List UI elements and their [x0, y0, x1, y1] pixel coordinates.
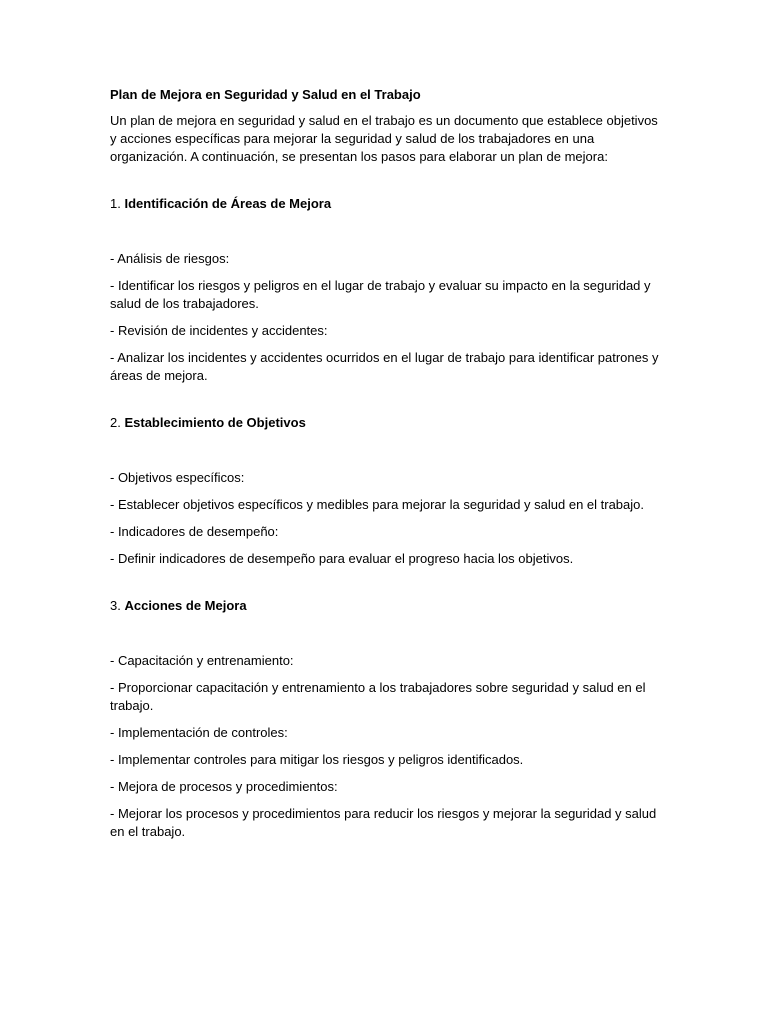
section-2	[110, 414, 662, 568]
list-item: - Mejorar los procesos y procedimientos para reducir los riesgos y mejorar la seguridad y salud en el trabajo.	[110, 806, 657, 839]
section-3	[110, 597, 662, 841]
document-page	[110, 86, 662, 850]
section-heading	[110, 597, 662, 615]
list-item: - Mejora de procesos y procedimientos:	[110, 779, 338, 794]
list-item: - Análisis de riesgos:	[110, 251, 230, 266]
list-item: - Capacitación y entrenamiento:	[110, 653, 294, 668]
list-item: - Objetivos específicos:	[110, 470, 245, 485]
list-item: - Revisión de incidentes y accidentes:	[110, 323, 328, 338]
list-item: - Implementar controles para mitigar los riesgos y peligros identificados.	[110, 752, 524, 767]
section-number: 2.	[110, 415, 121, 430]
list-item: - Proporcionar capacitación y entrenamiento a los trabajadores sobre seguridad y salud en el trabajo.	[110, 680, 646, 713]
intro-paragraph: Un plan de mejora en seguridad y salud en el trabajo es un documento que establece objetivos y acciones específicas para mejorar la seguridad y salud de los trabajadores en una organización. A continuación, se presentan los pasos para elaborar un plan de mejora:	[110, 113, 658, 164]
section-title: Acciones de Mejora	[124, 598, 247, 613]
section-heading	[110, 414, 662, 432]
list-item: - Identificar los riesgos y peligros en el lugar de trabajo y evaluar su impacto en la seguridad y salud de los trabajadores.	[110, 278, 651, 311]
list-item: - Implementación de controles:	[110, 725, 288, 740]
section-title: Identificación de Áreas de Mejora	[124, 196, 332, 211]
list-item: - Indicadores de desempeño:	[110, 524, 279, 539]
section-1	[110, 195, 662, 385]
list-item: - Definir indicadores de desempeño para evaluar el progreso hacia los objetivos.	[110, 551, 574, 566]
list-item: - Establecer objetivos específicos y medibles para mejorar la seguridad y salud en el trabajo.	[110, 497, 644, 512]
section-number: 3.	[110, 598, 121, 613]
section-number: 1.	[110, 196, 121, 211]
list-item: - Analizar los incidentes y accidentes ocurridos en el lugar de trabajo para identificar patrones y áreas de mejora.	[110, 350, 659, 383]
section-title: Establecimiento de Objetivos	[124, 415, 306, 430]
section-heading	[110, 195, 662, 213]
document-title: Plan de Mejora en Seguridad y Salud en el Trabajo	[110, 87, 421, 102]
